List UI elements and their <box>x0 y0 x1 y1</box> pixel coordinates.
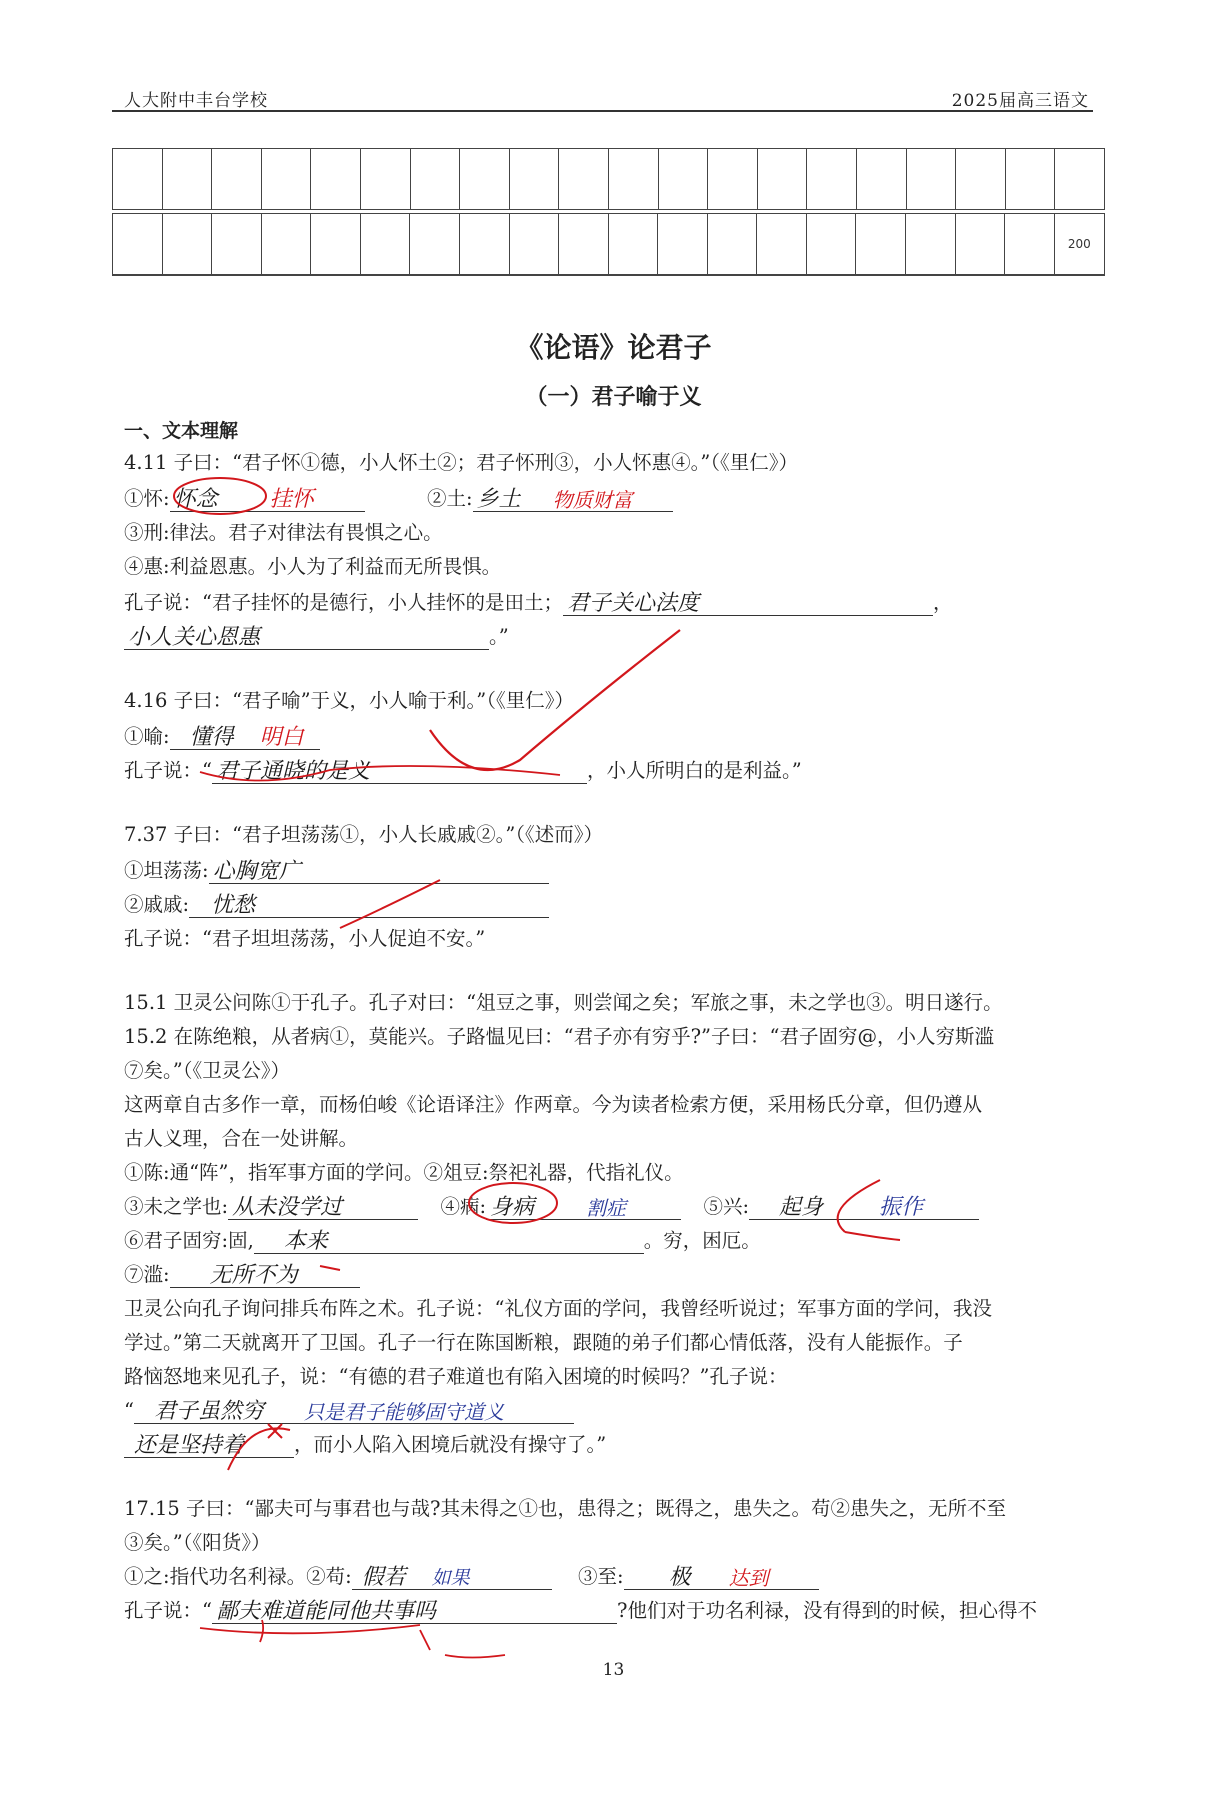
quote-mark: “ <box>124 1399 134 1422</box>
handwritten-correction: 物质财富 <box>552 488 633 512</box>
note-label: ①喻: <box>124 725 170 748</box>
quote-15-1: 15.1 卫灵公问陈①于孔子。孔子对曰：“俎豆之事，则尝闻之矣；军旅之事，未之学也③。明日遂行。 <box>124 991 1003 1014</box>
handwritten-answer: 乡土 <box>476 487 521 512</box>
commentary-1: 这两章自古多作一章，而杨伯峻《论语译注》作两章。今为读者检索方便，采用杨氏分章，但仍遵从 <box>124 1093 983 1116</box>
translation-text: ?他们对于功名利禄，没有得到的时候，担心得不 <box>616 1599 1037 1622</box>
tick-mark <box>260 1620 263 1642</box>
handwritten-answer: 懂得 <box>189 725 234 750</box>
page-title: 《论语》论君子 <box>515 331 712 364</box>
translation-text: 孔子说：“君子挂怀的是德行，小人挂怀的是田土； <box>124 591 563 614</box>
handwritten-correction: 达到 <box>728 1566 769 1590</box>
quote-17-15: 17.15 子曰：“鄙夫可与事君也与哉?其未得之①也，患得之；既得之，患失之。苟②患失之，无所不至 <box>124 1497 1006 1520</box>
note-label: ③至: <box>578 1565 624 1588</box>
quote-17-15-end: ③矣。”（《阳货》） <box>124 1531 271 1554</box>
course-name: 2025届高三语文 <box>951 91 1089 111</box>
note-label: ⑦滥: <box>124 1263 170 1286</box>
handwritten-correction: 割症 <box>586 1196 627 1220</box>
part-heading: 一、文本理解 <box>124 420 239 442</box>
handwritten-answer: 君子关心法度 <box>566 591 699 616</box>
handwritten-correction: 只是君子能够固守道义 <box>303 1400 504 1424</box>
quote-15-2-end: ⑦矣。”（《卫灵公》） <box>124 1059 290 1082</box>
handwritten-answer: 君子虽然穷 <box>153 1399 264 1424</box>
quote-15-2: 15.2 在陈绝粮，从者病①，莫能兴。子路愠见曰：“君子亦有穷乎?”子曰：“君子固穷@，小人穷斯滥 <box>124 1025 994 1048</box>
school-name: 人大附中丰台学校 <box>124 91 268 111</box>
handwritten-answer: 心胸宽广 <box>212 859 301 884</box>
handwritten-answer: 还是坚持着 <box>134 1433 245 1458</box>
quote-4-11: 4.11 子曰：“君子怀①德，小人怀土②；君子怀刑③，小人怀惠④。”（《里仁》） <box>124 451 799 474</box>
circle-mark <box>174 478 266 514</box>
note-label: ①坦荡荡: <box>124 859 209 882</box>
handwritten-answer: 君子通晓的是义 <box>215 759 370 784</box>
note-label: ②土: <box>426 487 473 510</box>
handwritten-answer: 小人关心恩惠 <box>128 625 261 650</box>
note-label: ①怀: <box>124 487 170 510</box>
commentary-2: 古人义理，合在一处讲解。 <box>124 1127 359 1150</box>
handwritten-answer: 鄙夫难道能同他共事吗 <box>215 1599 436 1624</box>
handwritten-answer: 怀念 <box>173 487 218 512</box>
grid-count-label: 200 <box>1054 214 1104 275</box>
note-4-11-3: ③刑:律法。君子对律法有畏惧之心。 <box>124 521 443 544</box>
handwritten-correction: 挂怀 <box>269 487 314 512</box>
translation-15-3: 路恼怒地来见孔子，说：“有德的君子难道也有陷入困境的时候吗？”孔子说： <box>124 1365 788 1388</box>
quote-4-16: 4.16 子曰：“君子喻”于义，小人喻于利。”（《里仁》） <box>124 689 575 712</box>
punctuation: ， <box>932 591 953 614</box>
handwritten-answer: 从未没学过 <box>232 1195 343 1220</box>
handwritten-answer: 无所不为 <box>209 1263 298 1288</box>
handwritten-answer: 假若 <box>361 1565 406 1590</box>
note-label: ⑥君子固穷:固, <box>124 1229 254 1252</box>
tick-mark <box>320 1266 340 1270</box>
note-text: 。穷，困厄。 <box>643 1229 761 1252</box>
translation-15-2: 学过。”第二天就离开了卫国。孔子一行在陈国断粮，跟随的弟子们都心情低落，没有人能振作。子 <box>124 1331 963 1354</box>
translation-7-37: 孔子说：“君子坦坦荡荡，小人促迫不安。” <box>124 927 486 950</box>
handwritten-answer: 起身 <box>779 1195 824 1220</box>
note-label: ①之:指代功名利禄。②苟: <box>124 1565 352 1588</box>
handwritten-answer: 极 <box>668 1565 691 1590</box>
translation-15-1: 卫灵公向孔子询问排兵布阵之术。孔子说：“礼仪方面的学问，我曾经听说过；军事方面的学问，我没 <box>124 1297 992 1320</box>
note-label: ③未之学也: <box>124 1195 229 1218</box>
underline-mark <box>200 766 560 781</box>
note-15-1: ①陈:通“阵”，指军事方面的学问。②俎豆:祭祀礼器，代指礼仪。 <box>124 1161 684 1184</box>
quote-7-37: 7.37 子曰：“君子坦荡荡①，小人长戚戚②。”（《述而》） <box>124 823 604 846</box>
handwritten-correction: 振作 <box>879 1195 924 1220</box>
check-mark-icon <box>340 880 440 928</box>
translation-text: 孔子说：“ <box>124 1599 212 1622</box>
note-4-11-4: ④惠:利益恩惠。小人为了利益而无所畏惧。 <box>124 555 502 578</box>
underline-mark <box>200 1625 420 1633</box>
page-number: 13 <box>602 1660 625 1680</box>
check-mark-icon <box>228 1428 290 1470</box>
section-subtitle: （一）君子喻于义 <box>525 385 702 410</box>
underline-mark <box>445 1655 505 1658</box>
tick-mark <box>420 1630 430 1650</box>
translation-text: ，小人所明白的是利益。” <box>586 759 802 782</box>
arrow-mark <box>838 1180 900 1240</box>
handwritten-answer: 身病 <box>490 1195 535 1220</box>
handwritten-correction: 明白 <box>259 725 304 750</box>
note-label: ④病: <box>440 1195 487 1218</box>
translation-text: 。” <box>489 625 509 648</box>
handwritten-answer: 忧愁 <box>211 893 256 918</box>
handwritten-answer: 本来 <box>283 1229 328 1254</box>
note-label: ②戚戚: <box>124 893 190 916</box>
circle-mark <box>469 1183 557 1223</box>
check-mark-icon <box>430 630 680 770</box>
translation-text: 孔子说：“ <box>124 759 212 782</box>
handwritten-correction: 如果 <box>431 1567 470 1589</box>
translation-text: ，而小人陷入困境后就没有操守了。” <box>294 1433 607 1456</box>
note-label: ⑤兴: <box>703 1195 750 1218</box>
cross-mark-icon <box>268 1424 282 1438</box>
